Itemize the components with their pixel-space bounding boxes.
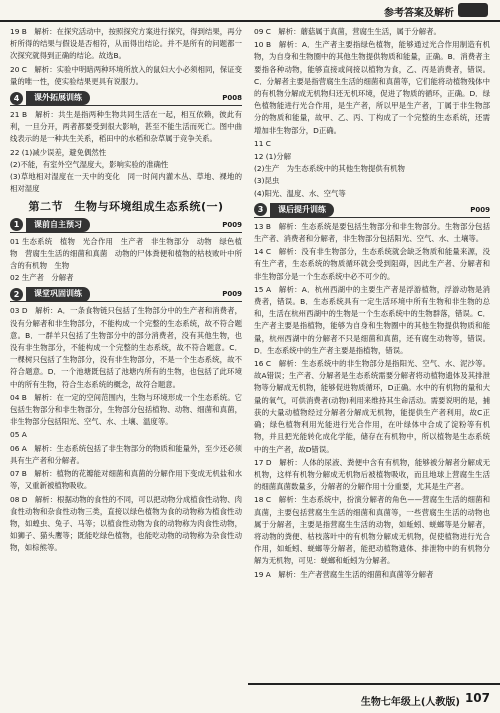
answer-07: 07 B 解析：植物的花瓣能对细菌和真菌的分解作用下变成无机盐和水等，又重新被植物吸收。 [10,469,242,491]
right-column [254,26,490,582]
section-title: 第二节 生物与环境组成生态系统(一) [28,200,224,214]
answer-11: 11 C [254,138,271,148]
page-number: 107 [464,691,490,705]
footer-rule [248,683,500,685]
answer-14: 14 C 解析：没有非生物部分，生态系统就会缺乏物质和能量来源，没有生产者，生态系统的物质循环就会受到阻碍，因此生产者、分解者和非生物部分是一个生态系统中必不可少的。 [254,247,490,281]
band-number: 4 [10,92,23,105]
band-number: 1 [10,218,23,231]
answer-19-right: 19 A 解析：生产者营腐生生活的细菌和真菌等分解者 [254,569,434,579]
band-title: 课堂巩固训练 [26,287,90,301]
answer-10: 10 B 解析：A．生产者主要指绿色植物，能够通过光合作用制造有机物，为自身和生物圈中的其他生物提供物质和能量，正确。B．消费者主要指各种动物，能够直接或间接以植物为食，乙、丙是消费者，错误。C．分解者主要是指营腐生生活的细菌和真菌等，它们能将动植物残体中的有机物分解成无机物归还无机环境，促进了物质的循环，正确。D．绿色植物能进行光合作用，是生产者，所以甲是生产者，丁属于非生物部分的物质和能量，故甲、乙、丙、丁构成了一个完整的生态系统，还需增加非生物部分，D正确。 [254,40,490,135]
answer-19: 19 B 解析：在探究活动中，按照探究方案进行探究，得到结果，再分析所得的结果与假设是否相符，从而得出结论。并不是所有的问题都一次探究就得到正确的结论。故选B。 [10,27,242,61]
band-after-class [254,203,490,218]
band-number: 3 [254,203,267,216]
band-title: 课前自主预习 [26,218,90,232]
answer-05: 05 A [10,430,27,440]
answer-20: 20 C 解析：实验中明暗两种环境所放入的鼠妇大小必须相同，保证变量的唯一性，使实验结果更具有说服力。 [10,64,242,86]
footer-book-title: 生物七年级上(人教版) [360,697,460,708]
preview-answers: 01 生态系统 植物 光合作用 生产者 非生物部分 动物 绿色植物 营腐生生活的细菌和真菌 动物的尸体粪便和植物的枯枝败叶中所含的有机物 生物 02 生产者 分解者 [10,236,242,283]
band-title: 课外拓展训练 [26,91,90,105]
answer-12: 12 (1)分解 (2)生产 为生态系统中的其他生物提供有机物 (3)昆虫 (4)阳光、温度、水、空气等 [254,152,405,198]
left-column [10,26,242,556]
header-title: 参考答案及解析 [384,8,454,19]
answer-13: 13 B 解析：生态系统是要包括生物部分和非生物部分。生物部分包括生产者、消费者和分解者，非生物部分包括阳光、空气、水、土壤等。 [254,221,490,244]
answer-16: 16 C 解析：生态系统中的非生物部分是指阳光、空气、水、泥沙等。故A错误；生产者、分解者是生态系统需要分解者将动植物遗体及其排泄物等分解成无机物，能够促进物质循环，D正确。水中的有机物的量和大量的氧气，可供消费者(动物)利用来维持其生命活动。需要说明的是，捕获的大量动植物经过分解者分解成无机物，能提供生产者利用，故C正确；绿色植物利用光能进行光合作用，在叶绿体中合成了淀粉等有机物，并且把光能转化成化学能，储存在有机物中，所以植物是生态系统中的生产者，故D错误。 [254,359,490,454]
answer-04: 04 B 解析：在一定的空间范围内，生物与环境形成一个生态系统。它包括生物部分和非生物部分，生物部分包括植物、动物、细菌和真菌，非生物部分包括阳光、空气、水、土壤、温度等。 [10,392,242,427]
band-page-code: P009 [470,205,490,214]
answer-09: 09 C 解析：蘑菇属于真菌，营腐生生活，属于分解者。 [254,27,441,36]
band-page-code: P008 [222,93,242,102]
band-preview [10,218,242,233]
band-number: 2 [10,288,23,301]
band-extension [10,91,242,106]
band-page-code: P009 [222,220,242,229]
band-title: 课后提升训练 [270,203,334,217]
answer-22: 22 (1)减少误差，避免偶然性 (2)不能，有室外空气湿度大，影响实验的准确性 (3)草地相对湿度在一天中的变化 同一时间内灌木丛、草地、裸地的相对湿度 [10,147,242,194]
answer-06: 06 A 解析：生态系统包括了非生物部分的物质和能量外，至少还必须具有生产者和分解者。 [10,443,242,465]
page-footer [0,683,500,713]
answer-03: 03 D 解析：A．一条食物链只包括了生物部分中的生产者和消费者，没有分解者和非生物部分，不能构成一个完整的生态系统，故不符合题意。B．一群羊只包括了生物部分中的部分消费者，没有其他生物，也没有非生物部分，不能构成一个完整的生态系统，故不符合题意。C．一棵树只包括了生物部分，没有非生物部分，不是一个生态系统，故不符合题意。D．一个池塘既包括了池塘内所有的生物，也包括了此环境中的所有生物，符合生态系统的概念，故符合题意。 [10,306,242,389]
book-logo-icon [458,3,488,17]
answer-15: 15 A 解析：A．杭州西湖中的主要生产者是浮游植物，浮游动物是消费者，错误。B．生态系统具有一定生活环境中所有生物和非生物的总和，生活在杭州西湖中的生物是一个生态系统中的生物群落，错误。C．生产者主要是指植物，能够为自身和生物圈中的其他生物提供物质和能量，杭州西湖中的分解者不只是细菌和真菌，还有腐生动物等，错误。D．生态系统中的生产者主要是指植物，错误。 [254,284,490,355]
page-header [0,0,500,22]
answer-17: 17 D 解析：人体的尿液、粪便中含有有机物，能够被分解者分解成无机物，这样有机物分解成无机物后被植物吸收，而且地球上营腐生生活的细菌真菌数量多，分解者的分解作用十分重要，尤其是生产者。 [254,457,490,492]
header-rule [0,20,500,22]
band-page-code: P009 [222,290,242,299]
answer-18: 18 C 解析：生态系统中，扮演分解者的角色——营腐生生活的细菌和真菌，主要包括营腐生生活的细菌和真菌等，一些营腐生生活的动物也属于分解者，主要是指营腐生生活的动物，如蚯蚓、蜣螂等是分解者，将动物的粪便、枯枝落叶中的有机物分解成无机物，促使植物进行光合作用，如蚯蚓、蜣螂等分解者，能把动植物遗体、排泄物中的有机物分解为无机物，可见：蜣螂和蚯蚓为分解者。 [254,495,490,566]
answer-21: 21 B 解析：共生是指两种生物共同生活在一起，相互依赖，彼此有利，一旦分开，两者都要受到很大影响，甚至不能生活而死亡。图中曲线表示的是一种共生关系，稻田中的水稻和杂草属于竞争关系。 [10,110,242,144]
band-classroom [10,287,242,302]
answer-08: 08 D 解析：根据动物的食性的不同，可以把动物分成植食性动物、肉食性动物和杂食性动物三类，直接以绿色植物为食的动物称为植食性动物，如蝗虫、兔子、马等；以植食性动物为食的动物称为肉食性动物，如狮子、猫头鹰等；既能吃绿色植物，也能吃动物的动物称为杂食性动物，如棕熊等。 [10,494,242,553]
